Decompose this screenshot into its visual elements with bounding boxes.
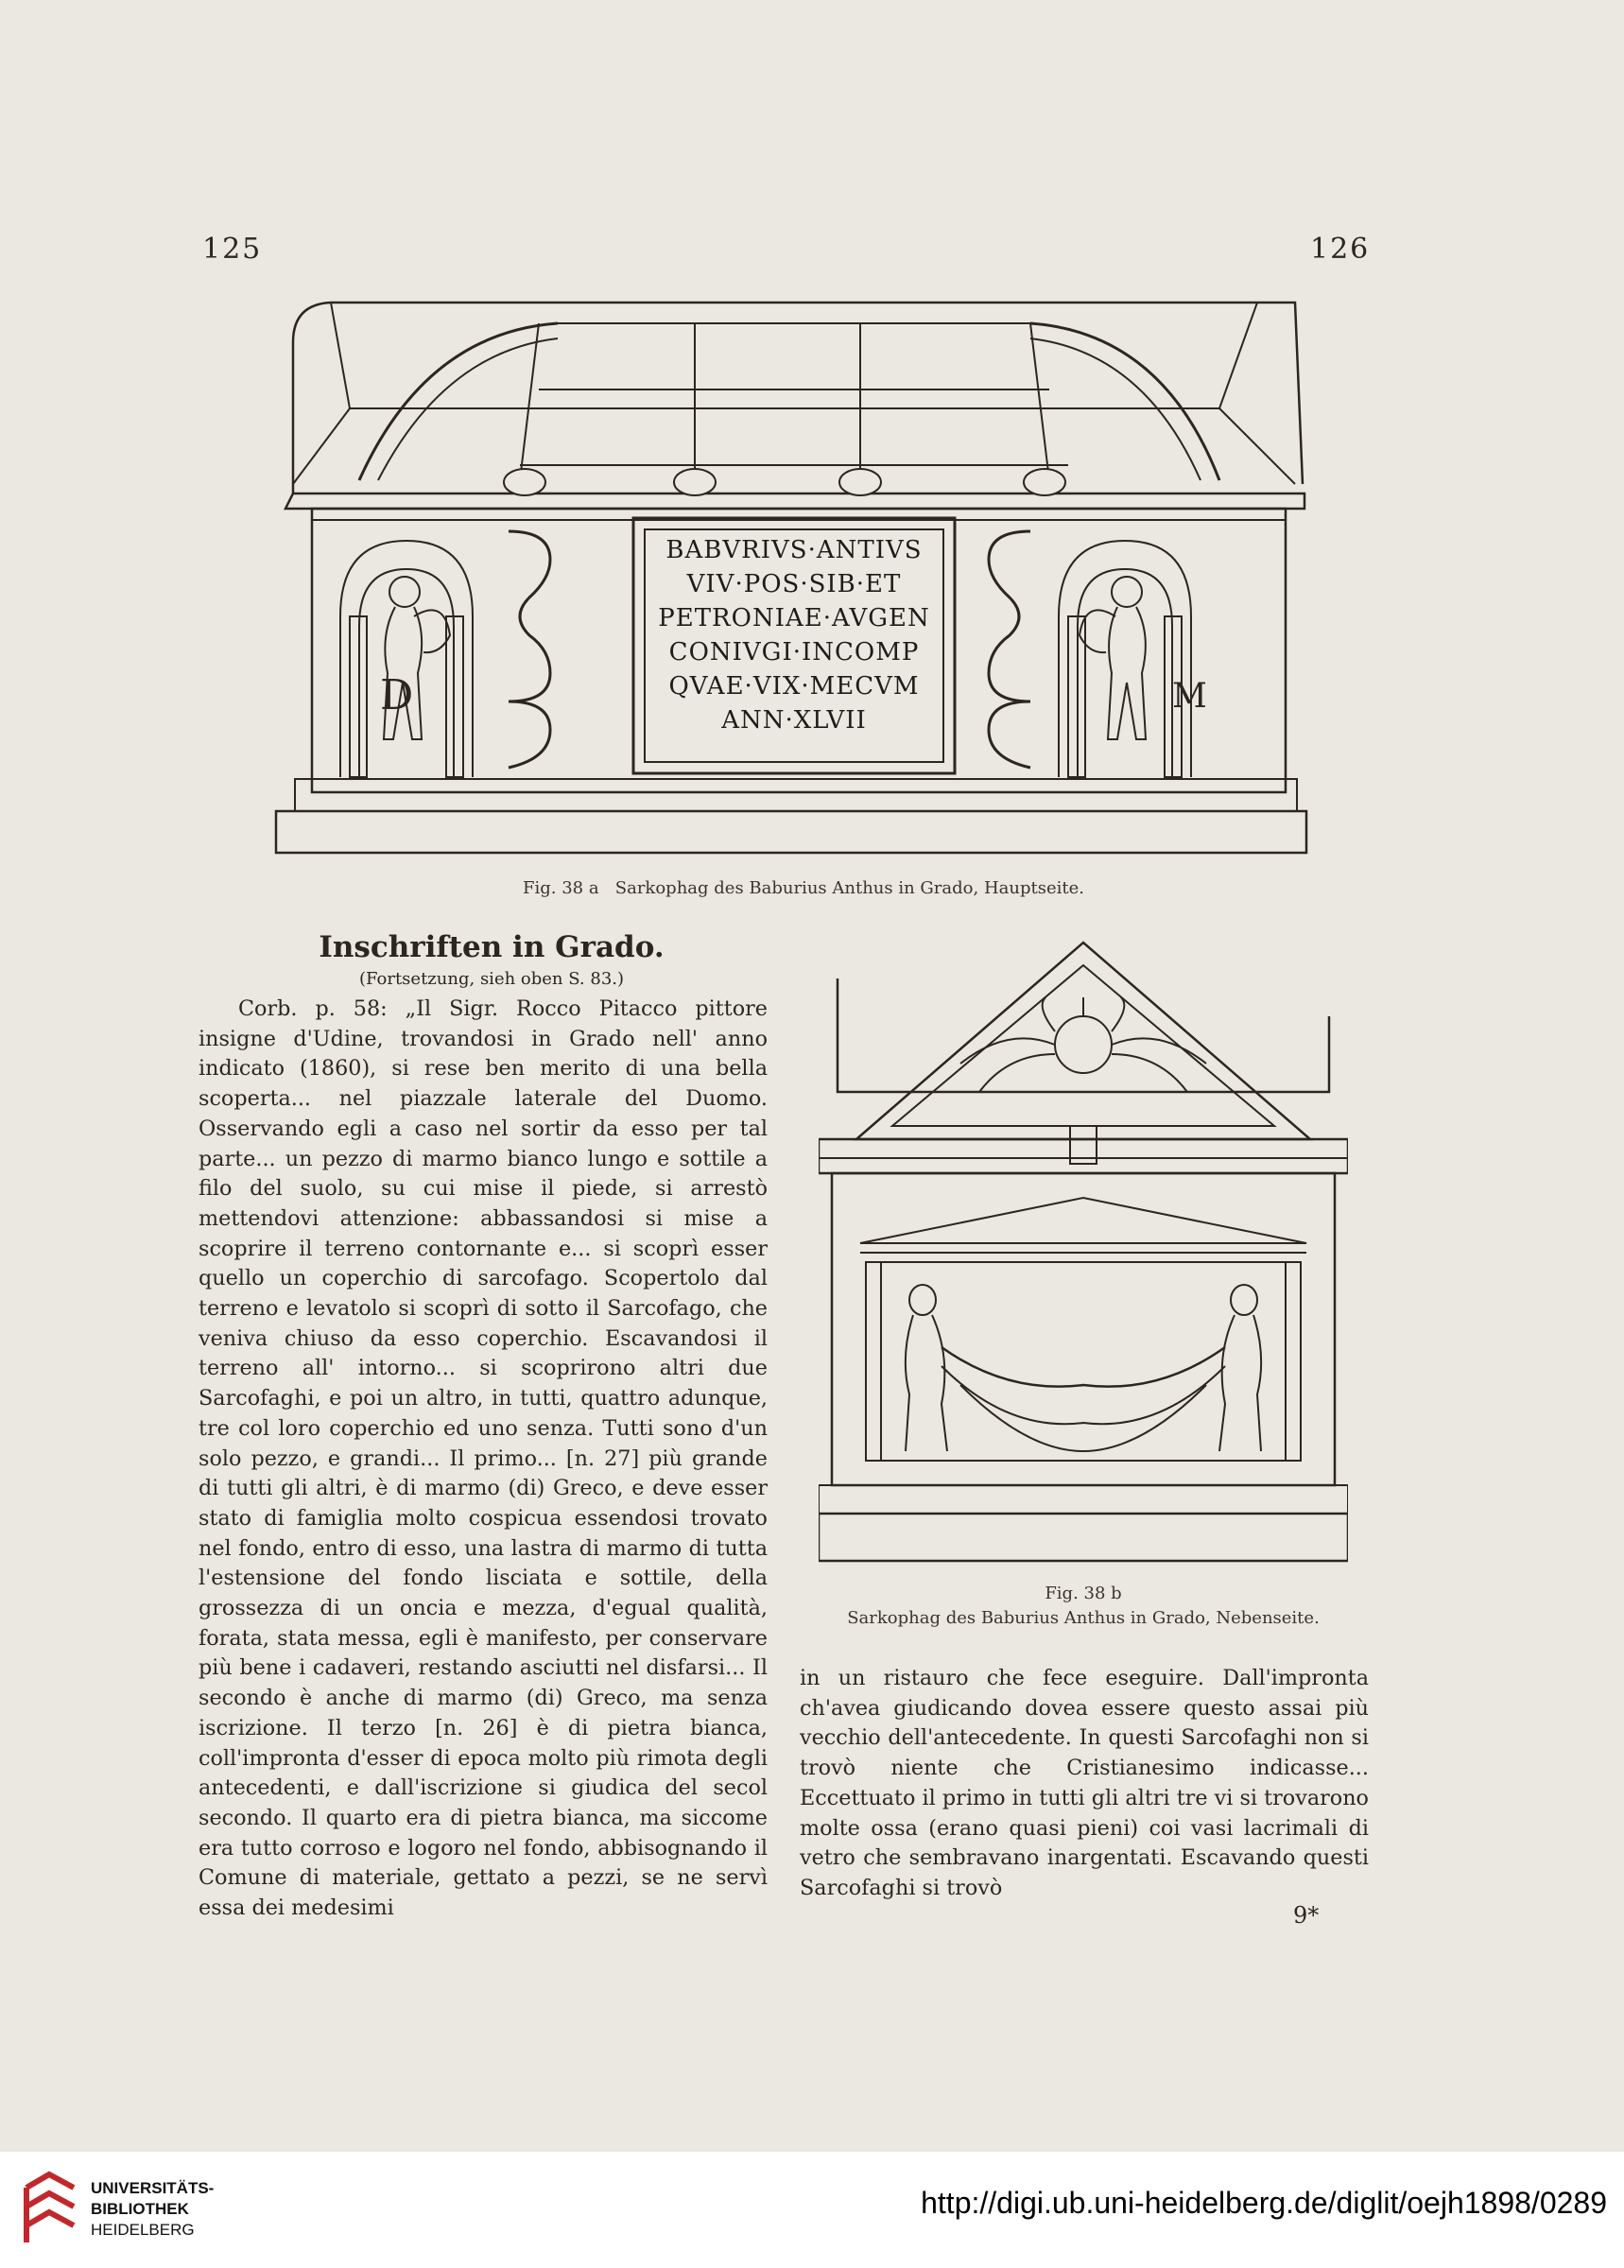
signature-mark: 9* [1293, 1902, 1320, 1929]
caption-text: Sarkophag des Baburius Anthus in Grado, Nebenseite. [847, 1608, 1320, 1628]
inscription-line: ANN·XLVII [721, 706, 867, 735]
text-column-left [199, 995, 768, 1924]
sarcophagus-front-figure [274, 295, 1314, 862]
text-column-right [800, 1664, 1369, 1904]
library-logo-icon[interactable] [21, 2169, 81, 2252]
paragraph: Corb. p. 58: „Il Sigr. Rocco Pitacco pittore insigne d'Udine, trovandosi in Grado nell' anno indicato (1860), si rese ben merito di una bella scoperta... nel piazzale laterale del Duomo. Osservando egli a caso nel sortir da esso per tal parte... un pezzo di marmo bianco lungo e sottile a filo del suolo, su cui mise il piede, si arrestò mettendovi attenzione: abbassandosi si mise a scoprire il terreno contornante e... si scoprì esser quello un coperchio di sarcofago. Scopertolo dal terreno e levatolo si scoprì di sotto il Sarcofago, che veniva chiuso da esso coperchio. Escavandosi il terreno all' intorno... si scoprirono altri due Sarcofaghi, e poi un altro, in tutti, quattro adunque, tre col loro coperchio ed uno senza. Tutti sono d'un solo pezzo, e grandi... Il primo... [n. 27] più grande di tutti gli altri, è di marmo (di) Greco, e deve esser stato di famiglia molto cospicua essendosi trovato nel fondo, entro di esso, una lastra di marmo di tutta l'estensione del fondo lisciata e sottile, della grossezza di un oncia e mezza, d'egual qualità, forata, stata messa, egli è manifesto, per conservare più bene i cadaveri, restando asciutti nel disfarsi... Il secondo è anche di marmo (di) Greco, ma senza iscrizione. Il terzo [n. 26] è di pietra bianca, coll'impronta d'esser di epoca molto più rimota degli antecedenti, e dall'iscrizione si giudica del secol secondo. Il quarto era di pietra bianca, ma siccome era tutto corroso e logoro nel fondo, abbisognando il Comune di materiale, gettato a pezzi, se ne servì essa dei medesimi [199, 996, 768, 1921]
inscription-line: QVAE·VIX·MECVM [668, 672, 920, 701]
caption-text: Sarkophag des Baburius Anthus in Grado, Hauptseite. [614, 878, 1084, 898]
caption-label: Fig. 38 a [523, 878, 599, 898]
letter-m: M [1172, 677, 1207, 716]
inscription-line: VIV·POS·SIB·ET [686, 570, 902, 598]
inscription-line: PETRONIAE·AVGEN [658, 604, 930, 632]
article-subtitle: (Fortsetzung, sieh oben S. 83.) [358, 969, 625, 989]
inscription-line: CONIVGI·INCOMP [668, 638, 920, 667]
permalink-url[interactable]: http://digi.ub.uni-heidelberg.de/diglit/oejh1898/0289 [921, 2186, 1607, 2220]
library-line: UNIVERSITÄTS- [91, 2179, 215, 2197]
library-line: HEIDELBERG [91, 2221, 195, 2239]
paragraph: in un ristauro che fece eseguire. Dall'impronta ch'avea giudicando dovea essere questo assai più vecchio dell'antecedente. In questi Sarcofaghi non si trovò niente che Cristianesimo indicasse... Eccettuato il primo in tutti gli altri tre vi si trovarono molte ossa (erano quasi pieni) coi vasi lacrimali di vetro che sembravano inargentati. Escavando questi Sarcofaghi si trovò [800, 1666, 1369, 1900]
inscription-panel [645, 533, 943, 737]
page-number-left: 125 [202, 233, 263, 266]
figure-38a-caption [284, 878, 1323, 898]
article-title: Inschriften in Grado. [319, 930, 665, 964]
figure-38b-caption [819, 1582, 1348, 1631]
sarcophagus-side-figure [819, 941, 1348, 1574]
library-footer [0, 2152, 1624, 2268]
library-line: BIBLIOTHEK [91, 2200, 189, 2218]
caption-label: Fig. 38 b [1045, 1584, 1122, 1603]
library-name [91, 2178, 214, 2241]
page-number-right: 126 [1310, 233, 1371, 266]
letter-d: D [380, 671, 414, 719]
inscription-line: BABVRIVS·ANTIVS [665, 536, 923, 564]
